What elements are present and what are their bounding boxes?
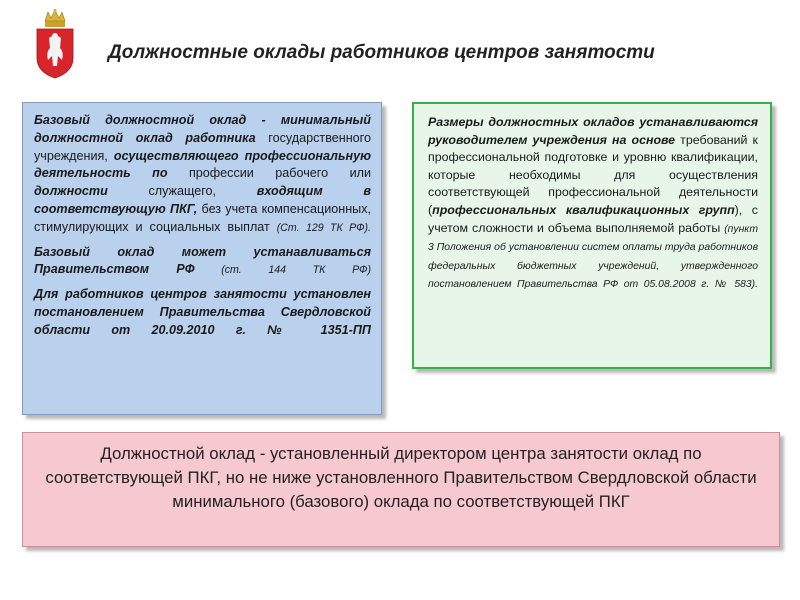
definition-text-3: служащего, <box>107 184 257 199</box>
salary-size-term-2: профессиональных квалификационных групп <box>432 202 735 217</box>
salary-size-reference: (пункт 3 Положения об установлении систем оплаты труда работников федеральных бюджетных учреждений, утвержденного постановлением Правительства РФ от 05.08.2008 г. № 583). <box>428 223 758 291</box>
definition-text-4: без учета компенсационных, стимулирующих и социальных выплат <box>34 201 372 234</box>
definition-term-4: входящим в соответствующую ПКГ, <box>34 184 371 216</box>
base-salary-info-box <box>22 102 382 415</box>
definition-text-2: профессии рабочего или <box>167 166 371 181</box>
regional-decree: Для работников центров занятости установлен постановлением Правительства Свердловской области от 20.09.2010 г. № 1351-ПП <box>34 287 371 337</box>
government-rule-text: Базовый оклад может устанавливаться Правительством РФ <box>34 244 371 277</box>
salary-size-text <box>428 114 758 294</box>
salary-size-text-2: ), с учетом сложности и объема выполняемой работы <box>428 202 758 235</box>
government-rule <box>34 244 371 281</box>
definition-reference: (Ст. 129 ТК РФ). <box>276 221 371 234</box>
definition-term-2: осуществляющего профессиональную деятельность по <box>34 148 371 181</box>
salary-size-info-box <box>412 102 772 369</box>
base-salary-definition <box>34 112 371 238</box>
salary-size-term: Размеры должностных окладов устанавливаются руководителем учреждения на основе <box>428 115 758 147</box>
government-rule-reference: (ст. 144 ТК РФ) <box>194 264 371 277</box>
official-salary-definition-box: Должностной оклад - установленный директором центра занятости оклад по соответствующей ПКГ, но не ниже установленного Правительством Свердловской области минимального (базового) оклада по соответствующей ПКГ <box>22 432 780 547</box>
page-title: Должностные оклады работников центров занятости <box>108 42 655 63</box>
definition-text-1: государственного учреждения, <box>34 130 371 163</box>
definition-term: Базовый должностной оклад - минимальный должностной оклад работника <box>34 113 371 145</box>
coat-of-arms-icon <box>33 8 77 80</box>
salary-size-text-1: требований к профессиональной подготовке и уровню квалификации, которые необходимы для осуществления соответствующей профессиональной деятельности ( <box>428 132 758 217</box>
definition-term-3: должности <box>34 184 108 199</box>
